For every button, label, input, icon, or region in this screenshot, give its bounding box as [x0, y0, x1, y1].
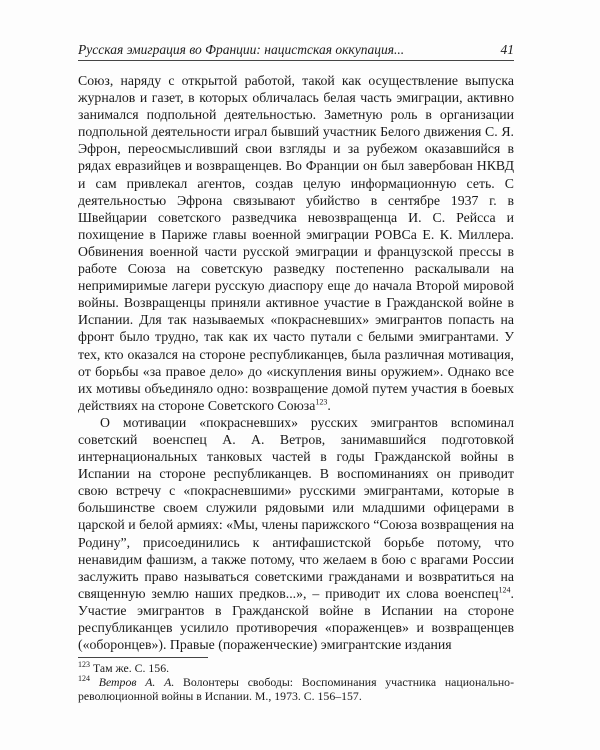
paragraph-text: . Участие эмигрантов в Гражданской войне в Испании на стороне республиканцев усилило противоречия «пораженцев» и возвращенцев («оборонцев»). Правые (пораженческие) эмигрантские издания — [78, 585, 514, 653]
running-title: Русская эмиграция во Франции: нацистская оккупация... — [78, 42, 405, 57]
running-header — [78, 38, 514, 61]
footnote-author: Ветров А. А. — [98, 675, 175, 690]
footnote-text: Там же. С. 156. — [92, 661, 170, 675]
paragraph-2 — [78, 414, 514, 653]
paragraph-text: Союз, наряду с открытой работой, такой как осуществление выпуска журналов и газет, в которых обличалась белая часть эмиграции, активно занимался подпольной деятельностью. Заметную роль в организации подпольной деятельности играл бывший участник Белого движения С. Я. Эфрон, переосмысливший свои взгляды и за рубежом оказавшийся в рядах евразийцев и возвращенцев. Во Франции он был завербован НКВД и сам привлекал агентов, создав целую информационную сеть. С деятельностью Эфрона связывают убийство в сентябре 1937 г. в Швейцарии советского разведчика невозвращенца И. С. Рейсса и похищение в Париже главы военной эмиграции РОВСа Е. К. Миллера. Обвинения военной части русской эмиграции и французской прессы в работе Союза на советскую разведку постепенно раскалывали на непримиримые лагери русскую диаспору еще до начала Второй мировой войны. Возвращенцы приняли активное участие в Гражданской войне в Испании. Для так называемых «покрасневших» эмигрантов попасть на фронт было трудно, так как их часто путали с белыми эмигрантами. У тех, кто оказался на стороне республиканцев, была различная мотивация, от борьбы «за правое дело» до «искупления вины оружием». Однако все их мотивы объединяло одно: возвращение домой путем участия в боевых действиях на стороне Советского Союза — [78, 73, 514, 413]
footnote-124 — [78, 675, 514, 703]
footnote-ref-124: 124 — [498, 585, 511, 595]
footnote-ref-123: 123 — [315, 397, 328, 407]
footnote-number: 123 — [78, 660, 90, 670]
footnote-divider — [78, 657, 208, 658]
paragraph-1 — [78, 72, 514, 414]
page-number: 41 — [500, 42, 514, 57]
footnotes — [78, 657, 514, 704]
main-text — [78, 72, 514, 653]
paragraph-text: О мотивации «покрасневших» русских эмигрантов вспоминал советский военспец А. А. Ветров, занимавшийся подготовкой интернациональных танковых частей в годы Гражданской войны в Испании на стороне республиканцев. В воспоминаниях он приводит свою встречу с «покрасневшими» русскими эмигрантами, которые в большинстве своем служили рядовыми или младшими офицерами в царской и белой армиях: «Мы, члены парижского “Союза возвращения на Родину”, присоединились к антифашистской борьбе потому, что ненавидим фашизм, а также потому, что желаем в бою с врагами России заслужить право называться советскими гражданами и возвратиться на священную землю наших предков...», – приводит их слова военспец — [78, 414, 514, 601]
footnote-123 — [78, 661, 514, 675]
paragraph-text: . — [327, 397, 331, 413]
footnote-number: 124 — [78, 674, 90, 684]
footnote-text: Волонтеры свободы: Воспоминания участника национально-революционной войны в Испании. М., 1973. С. 156–157. — [78, 675, 514, 704]
